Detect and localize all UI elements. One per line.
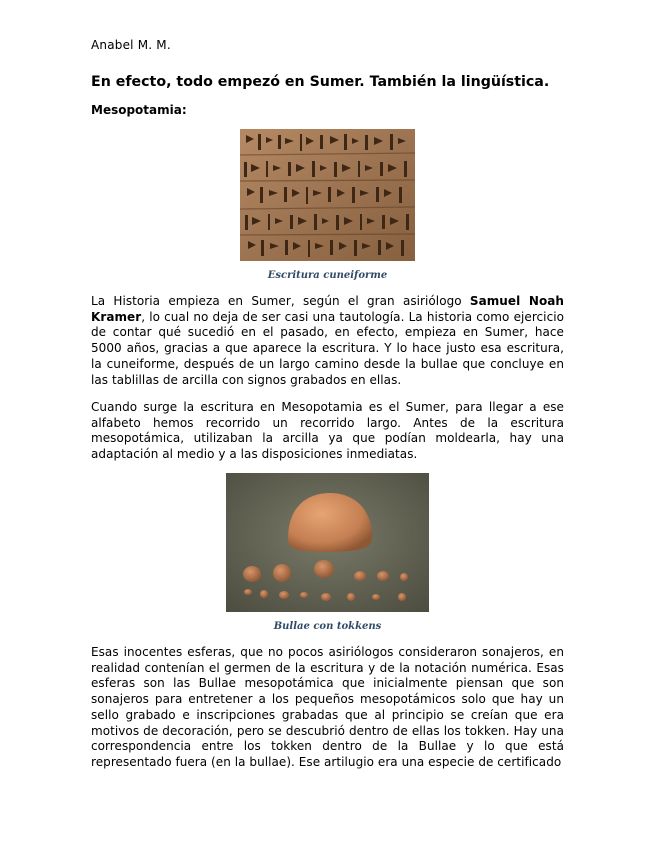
cuneiform-tablet-image [240,129,415,261]
document-title: En efecto, todo empezó en Sumer. También la lingüística. [91,74,550,90]
paragraph-1-text-start: La Historia empieza en Sumer, según el gran asiriólogo [91,294,470,308]
figure-bullae [91,473,564,632]
author-name: Anabel M. M. [91,38,171,52]
bullae-tokens-image [226,473,429,612]
paragraph-1-text-end: , lo cual no deja de ser casi una tautología. La historia como ejercicio de contar qué sucedió en el pasado, en efecto, empieza en Sumer, hace 5000 años, gracias a que aparece la escritura. Y lo hace justo esa escritura, la cuneiforme, después de un largo camino desde la bullae que concluye en las tablillas de arcilla con signos grabados en ellas. [91,309,564,387]
paragraph-3: Esas inocentes esferas, que no pocos asiriólogos consideraron sonajeros, en realidad contenían el germen de la escritura y de la notación numérica. Esas esferas son las Bullae mesopotámica que inicialmente piensan que son sonajeros para entretener a los pequeños mesopotámicos solo que hay un sello grabado e inscripciones grabadas que al principio se creían que era motivos de decoración, pero se descubrió dentro de ellas los tokken. Hay una correspondencia entre los tokken dentro de la Bullae y lo que está representado fuera (en la bullae). Ese artilugio era una especie de certificado [91,645,564,769]
figure-caption-cuneiform: Escritura cuneiforme [267,270,388,281]
figure-cuneiform [91,129,564,281]
paragraph-1 [91,294,564,388]
section-heading: Mesopotamia: [91,103,187,117]
paragraph-2: Cuando surge la escritura en Mesopotamia es el Sumer, para llegar a ese alfabeto hemos recorrido un recorrido largo. Antes de la escritura mesopotámica, utilizaban la arcilla ya que podían moldearla, hay una adaptación al medio y a las disposiciones inmediatas. [91,400,564,462]
figure-caption-bullae: Bullae con tokkens [273,621,382,632]
author-emphasis: Samuel Noah Kramer [91,294,564,324]
